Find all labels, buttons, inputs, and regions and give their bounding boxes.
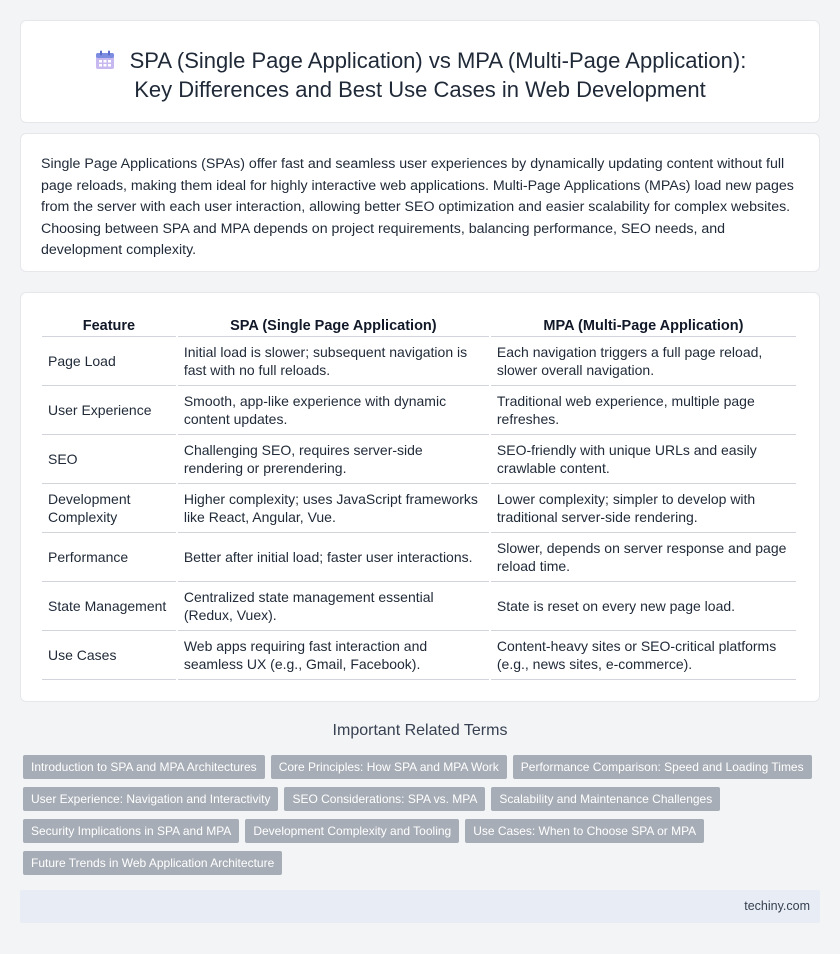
title-line-1: SPA (Single Page Application) vs MPA (Multi-Page Application): xyxy=(129,48,747,73)
mpa-cell: Content-heavy sites or SEO-critical platforms (e.g., news sites, e-commerce). xyxy=(491,631,796,680)
intro-paragraph: Single Page Applications (SPAs) offer fast and seamless user experiences by dynamically updating content without full page reloads, making them ideal for highly interactive web applications. Multi-Page Applications (MPAs) load new pages from the server with each user interaction, allowing better SEO optimization and easier scalability for complex websites. Choosing between SPA and MPA depends on project requirements, balancing performance, SEO needs, and development complexity. xyxy=(41,156,794,258)
mpa-cell: SEO-friendly with unique URLs and easily crawlable content. xyxy=(491,435,796,484)
comparison-table-card xyxy=(20,292,820,702)
spa-cell: Challenging SEO, requires server-side rendering or prerendering. xyxy=(178,435,489,484)
mpa-cell: Each navigation triggers a full page reload, slower overall navigation. xyxy=(491,337,796,386)
tag-link[interactable]: SEO Considerations: SPA vs. MPA xyxy=(284,787,485,811)
tag-link[interactable]: Future Trends in Web Application Architecture xyxy=(23,851,282,875)
related-terms-title: Important Related Terms xyxy=(332,722,508,739)
spa-cell: Initial load is slower; subsequent navigation is fast with no full reloads. xyxy=(178,337,489,386)
tag-row xyxy=(23,755,823,779)
tag-link[interactable]: Performance Comparison: Speed and Loading Times xyxy=(513,755,812,779)
table-row xyxy=(42,435,796,484)
tag-row xyxy=(23,819,823,843)
spa-cell: Centralized state management essential (Redux, Vuex). xyxy=(178,582,489,631)
tag-row xyxy=(23,787,823,811)
feature-cell: State Management xyxy=(42,582,176,631)
table-row xyxy=(42,337,796,386)
table-row xyxy=(42,582,796,631)
feature-cell: Performance xyxy=(42,533,176,582)
title-wrap xyxy=(21,46,819,104)
feature-cell: Page Load xyxy=(42,337,176,386)
table-row xyxy=(42,631,796,680)
footer-site-link[interactable]: techiny.com xyxy=(744,899,810,913)
mpa-cell: Slower, depends on server response and page reload time. xyxy=(491,533,796,582)
tag-link[interactable]: Scalability and Maintenance Challenges xyxy=(491,787,720,811)
footer xyxy=(20,890,820,923)
table-row xyxy=(42,386,796,435)
intro-card xyxy=(20,133,820,272)
mpa-cell: Traditional web experience, multiple page refreshes. xyxy=(491,386,796,435)
spa-cell: Higher complexity; uses JavaScript frameworks like React, Angular, Vue. xyxy=(178,484,489,533)
header-mpa: MPA (Multi-Page Application) xyxy=(491,313,796,337)
feature-cell: SEO xyxy=(42,435,176,484)
page-title xyxy=(94,46,747,104)
mpa-cell: Lower complexity; simpler to develop with traditional server-side rendering. xyxy=(491,484,796,533)
tag-link[interactable]: Core Principles: How SPA and MPA Work xyxy=(271,755,507,779)
tag-link[interactable]: User Experience: Navigation and Interactivity xyxy=(23,787,278,811)
table-row xyxy=(42,484,796,533)
feature-cell: Development Complexity xyxy=(42,484,176,533)
mpa-cell: State is reset on every new page load. xyxy=(491,582,796,631)
feature-cell: User Experience xyxy=(42,386,176,435)
tag-link[interactable]: Development Complexity and Tooling xyxy=(245,819,459,843)
spa-cell: Better after initial load; faster user interactions. xyxy=(178,533,489,582)
tag-row xyxy=(23,851,823,875)
title-line-2: Key Differences and Best Use Cases in Web Development xyxy=(134,77,706,102)
tag-link[interactable]: Introduction to SPA and MPA Architectures xyxy=(23,755,265,779)
table-header-row xyxy=(42,313,796,337)
header-spa: SPA (Single Page Application) xyxy=(178,313,489,337)
tag-link[interactable]: Use Cases: When to Choose SPA or MPA xyxy=(465,819,704,843)
spa-cell: Smooth, app-like experience with dynamic content updates. xyxy=(178,386,489,435)
related-terms-tags xyxy=(23,755,823,883)
table-row xyxy=(42,533,796,582)
comparison-table xyxy=(40,313,798,680)
calendar-icon xyxy=(94,49,116,71)
title-card xyxy=(20,20,820,123)
tag-link[interactable]: Security Implications in SPA and MPA xyxy=(23,819,239,843)
spa-cell: Web apps requiring fast interaction and seamless UX (e.g., Gmail, Facebook). xyxy=(178,631,489,680)
feature-cell: Use Cases xyxy=(42,631,176,680)
header-feature: Feature xyxy=(42,313,176,337)
